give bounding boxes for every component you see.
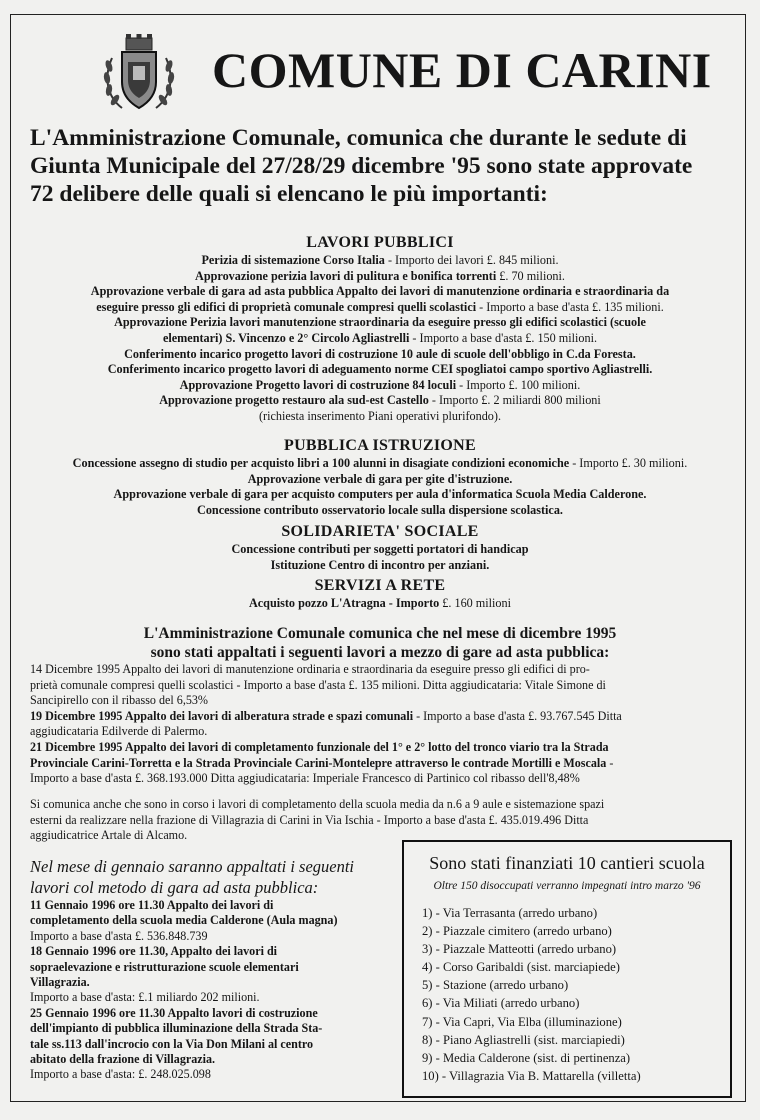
note-line: Si comunica anche che sono in corso i lavori di completamento della scuola media da n.6 a 9 aule e sistemazione spazi xyxy=(30,797,605,811)
section-heading: LAVORI PUBBLICI xyxy=(306,234,454,251)
list-item: Acquisto pozzo L'Atragna - Importo £. 160 milioni xyxy=(248,596,512,610)
list-item: 8) - Piano Agliastrelli (sist. marciapiedi) xyxy=(422,1032,625,1047)
january-heading-line: Nel mese di gennaio saranno appaltati i seguenti xyxy=(30,857,355,876)
contract-line: 14 Dicembre 1995 Appalto dei lavori di manutenzione ordinaria e straordinaria da eseguire presso gli edifici di pro- xyxy=(30,662,590,676)
list-item: Approvazione perizia lavori di pulitura e bonifica torrenti £. 70 milioni. xyxy=(195,268,565,283)
list-item: 5) - Stazione (arredo urbano) xyxy=(422,978,569,993)
list-item: 3) - Piazzale Matteotti (arredo urbano) xyxy=(422,942,617,957)
list-item: 10) - Villagrazia Via B. Mattarella (villetta) xyxy=(422,1068,641,1083)
list-item: Importo a base d'asta: £.1 miliardo 202 milioni. xyxy=(30,990,260,1005)
list-item: 18 Gennaio 1996 ore 11.30, Appalto dei lavori di xyxy=(30,944,278,959)
list-item: Approvazione Perizia lavori manutenzione straordinaria da eseguire presso gli edifici scolastici (scuole xyxy=(114,315,646,330)
note-line: esterni da realizzare nella frazione di Villagrazia di Carini in Via Ischia - Importo a base d'asta £. 435.019.496 Ditta xyxy=(30,812,589,827)
list-item: 9) - Media Calderone (sist. di pertinenza) xyxy=(422,1050,631,1065)
intro-line: L'Amministrazione Comunale, comunica che durante le sedute di xyxy=(30,125,687,151)
january-heading-line: lavori col metodo di gara ad asta pubblica: xyxy=(30,878,319,897)
list-item: Concessione assegno di studio per acquisto libri a 100 alunni in disagiate condizioni economiche - Importo £. 30 milioni. xyxy=(72,456,688,470)
cantieri-subtitle: Oltre 150 disoccupati verranno impegnati intro marzo '96 xyxy=(433,880,701,892)
list-item: Conferimento incarico progetto lavori di adeguamento norme CEI spogliatoi campo sportivo Agliastrelli. xyxy=(107,362,653,377)
list-item: tale ss.113 dall'incrocio con la Via Don Milani al centro xyxy=(30,1036,314,1051)
notice-heading xyxy=(30,624,730,662)
coat-of-arms-icon xyxy=(100,32,178,114)
notice-heading-line: L'Amministrazione Comunale comunica che nel mese di dicembre 1995 xyxy=(143,625,617,642)
contract-line: Importo a base d'asta £. 368.193.000 Ditta aggiudicataria: Imperiale Francesco di Partinico col ribasso dell'8,48% xyxy=(30,771,580,786)
list-item: 25 Gennaio 1996 ore 11.30 Appalto lavori di costruzione xyxy=(30,1005,318,1020)
cantieri-list xyxy=(422,904,722,1085)
section-servizi-a-rete xyxy=(22,576,738,612)
list-item: Approvazione verbale di gara per gite d'istruzione. xyxy=(247,471,513,486)
list-item: 2) - Piazzale cimitero (arredo urbano) xyxy=(422,924,612,939)
section-heading: SERVIZI A RETE xyxy=(314,577,446,594)
list-item: (richiesta inserimento Piani operativi plurifondo). xyxy=(259,408,501,423)
list-item: Perizia di sistemazione Corso Italia - Importo dei lavori £. 845 milioni. xyxy=(201,253,559,267)
intro-line: 72 delibere delle quali si elencano le più importanti: xyxy=(30,181,548,207)
list-item: abitato della frazione di Villagrazia. xyxy=(30,1052,216,1067)
intro-paragraph xyxy=(30,124,730,208)
list-item: Importo a base d'asta £. 536.848.739 xyxy=(30,928,208,943)
list-item: 7) - Via Capri, Via Elba (illuminazione) xyxy=(422,1014,622,1029)
list-item: 11 Gennaio 1996 ore 11.30 Appalto dei lavori di xyxy=(30,898,274,912)
list-item: Istituzione Centro di incontro per anziani. xyxy=(270,557,490,572)
page-title: COMUNE DI CARINI xyxy=(212,42,712,98)
contract-line: 21 Dicembre 1995 Appalto dei lavori di completamento funzionale del 1° e 2° lotto del tronco viario tra la Strada xyxy=(30,739,609,754)
contract-line: 19 Dicembre 1995 Appalto dei lavori di alberatura strade e spazi comunali - Importo a base d'asta £. 93.767.545 Ditta xyxy=(30,708,622,723)
list-item: Concessione contributo osservatorio locale sulla dispersione scolastica. xyxy=(197,502,563,517)
notice-heading-line: sono stati appaltati i seguenti lavori a mezzo di gare ad asta pubblica: xyxy=(150,644,610,661)
january-tenders xyxy=(30,856,380,1083)
list-item: Approvazione progetto restauro ala sud-est Castello - Importo £. 2 miliardi 800 milioni xyxy=(159,393,601,408)
contract-line: prietà comunale compresi quelli scolastici - Importo a base d'asta £. 135 milioni. Ditta aggiudicataria: Vitale Simone di xyxy=(30,677,606,692)
section-solidarieta-sociale xyxy=(22,522,738,573)
list-item: Villagrazia. xyxy=(30,975,90,990)
contract-line: Provinciale Carini-Torretta e la Strada Provinciale Carini-Montelepre attraverso le contrade Mortilli e Moscala - xyxy=(30,755,614,770)
contract-line: Sancipirello con il ribasso del 6,53% xyxy=(30,693,209,708)
list-item: completamento della scuola media Calderone (Aula magna) xyxy=(30,913,338,928)
works-in-progress-note xyxy=(30,797,736,844)
note-line: aggiudicatrice Artale di Alcamo. xyxy=(30,828,188,843)
list-item: eseguire presso gli edifici di proprietà comunale compresi quelli scolastici - Importo a base d'asta £. 135 milioni. xyxy=(96,299,664,314)
list-item: 4) - Corso Garibaldi (sist. marciapiede) xyxy=(422,960,620,975)
list-item: sopraelevazione e ristrutturazione scuole elementari xyxy=(30,959,299,974)
list-item: Approvazione verbale di gara ad asta pubblica Appalto dei lavori di manutenzione ordinaria e straordinaria da xyxy=(90,284,670,299)
section-heading: PUBBLICA ISTRUZIONE xyxy=(284,437,476,454)
list-item: Conferimento incarico progetto lavori di costruzione 10 aule di scuole dell'obbligo in C.da Foresta. xyxy=(124,346,636,361)
list-item: 6) - Via Miliati (arredo urbano) xyxy=(422,996,580,1011)
list-item: Concessione contributi per soggetti portatori di handicap xyxy=(231,542,529,556)
intro-line: Giunta Municipale del 27/28/29 dicembre '95 sono state approvate xyxy=(30,153,693,179)
contract-line: aggiudicataria Edilverde di Palermo. xyxy=(30,724,208,739)
cantieri-box xyxy=(402,840,732,1098)
section-lavori-pubblici xyxy=(22,233,738,425)
contracts-list xyxy=(30,662,736,787)
list-item: 1) - Via Terrasanta (arredo urbano) xyxy=(422,906,598,920)
cantieri-title: Sono stati finanziati 10 cantieri scuola xyxy=(429,853,705,873)
section-pubblica-istruzione xyxy=(22,436,738,518)
list-item: dell'impianto di pubblica illuminazione della Strada Sta- xyxy=(30,1021,323,1036)
list-item: Approvazione Progetto lavori di costruzione 84 loculi - Importo £. 100 milioni. xyxy=(179,377,581,392)
list-item: elementari) S. Vincenzo e 2° Circolo Agliastrelli - Importo a base d'asta £. 150 milioni. xyxy=(162,330,598,345)
list-item: Importo a base d'asta: £. 248.025.098 xyxy=(30,1067,211,1082)
list-item: Approvazione verbale di gara per acquisto computers per aula d'informatica Scuola Media Calderone. xyxy=(113,487,647,502)
section-heading: SOLIDARIETA' SOCIALE xyxy=(281,523,479,540)
